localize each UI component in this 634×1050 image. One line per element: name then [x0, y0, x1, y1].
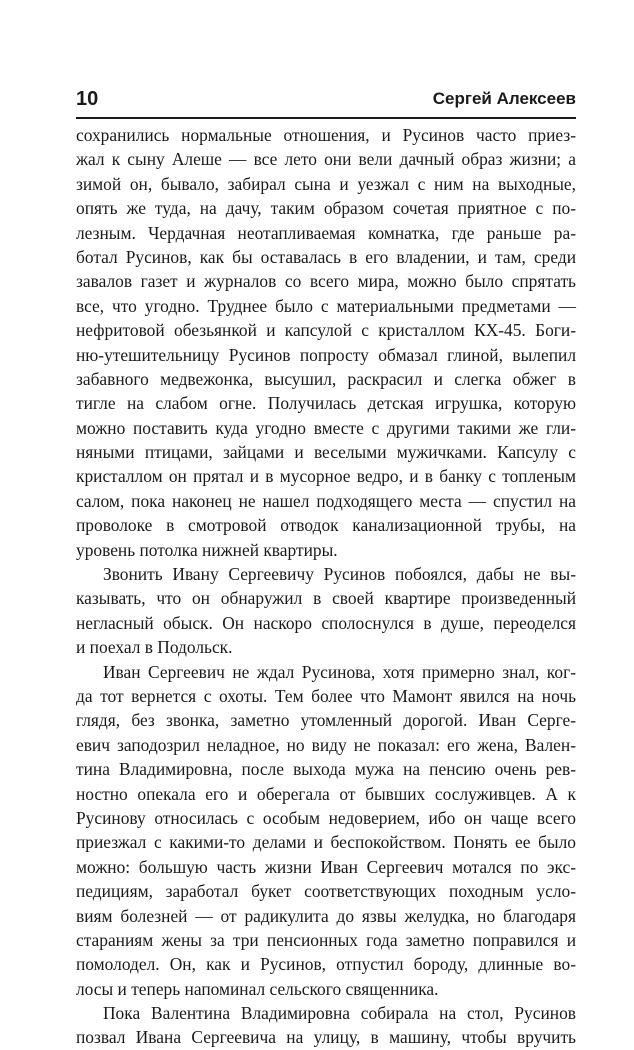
text-line: казывать, что он обнаружил в своей квартире произведенный — [76, 588, 576, 609]
running-head-author: Сергей Алексеев — [432, 89, 576, 108]
text-line: помолодел. Он, как и Русинов, отпустил бороду, длинные во- — [76, 954, 576, 975]
paragraph-first-line: Иван Сергеевич не ждал Русинова, хотя примерно знал, ког- — [103, 661, 576, 682]
header-rule — [76, 117, 576, 119]
text-line: нефритовой обезьянкой и капсулой с кристаллом КХ-45. Боги- — [76, 320, 576, 341]
paragraph-first-line: Звонить Ивану Сергеевичу Русинов побоялся, дабы не вы- — [103, 564, 576, 585]
text-line: да тот вернется с охоты. Тем более что Мамонт явился на ночь — [76, 685, 576, 706]
text-line: можно поставить куда угодно вместе с другими такими же гли- — [76, 417, 576, 438]
text-line: проволоке в смотровой отводок канализационной трубы, на — [76, 515, 576, 536]
text-line: тигле на слабом огне. Получилась детская игрушка, которую — [76, 393, 576, 414]
text-line: евич заподозрил неладное, но виду не показал: его жена, Вален- — [76, 734, 576, 755]
text-line: приезжал с какими-то делами и беспокойством. Понять ее было — [76, 832, 576, 853]
text-line: можно: большую часть жизни Иван Сергеевич мотался по экс- — [76, 856, 576, 877]
text-line: все, что угодно. Труднее было с материальными предметами — — [76, 295, 576, 316]
text-line: ностно опекала его и оберегала от бывших сослуживцев. А к — [76, 783, 576, 804]
text-line: позвал Ивана Сергеевича на улицу, в машину, чтобы вручить — [76, 1027, 576, 1048]
text-line: стараниям жены за три пенсионных года заметно поправился и — [76, 929, 576, 950]
text-line: лосы и теперь напоминал сельского священника. — [76, 978, 439, 999]
text-line: ботал Русинов, как бы оставалась в его владении, и там, среди — [76, 246, 576, 267]
text-line: няными птицами, зайцами и веселыми мужичками. Капсулу с — [76, 442, 576, 463]
text-line: лезным. Чердачная неотапливаемая комнатка, где раньше ра- — [76, 222, 576, 243]
text-line: опять же туда, на дачу, таким образом сочетая приятное с по- — [76, 198, 576, 219]
text-line: негласный обыск. Он наскоро сполоснулся в душе, переоделся — [76, 612, 576, 633]
text-line: глядя, без звонка, заметно утомленный дорогой. Иван Серге- — [76, 710, 576, 731]
text-line: тина Владимировна, после выхода мужа на пенсию очень рев- — [76, 759, 576, 780]
paragraph-first-line: Пока Валентина Владимировна собирала на стол, Русинов — [103, 1003, 576, 1024]
body-text — [76, 123, 576, 1050]
page-header — [76, 86, 576, 112]
text-line: Русинову относилась с особым недоверием, ибо он чаще всего — [76, 807, 576, 828]
text-line: уровень потолка нижней квартиры. — [76, 539, 338, 560]
text-line: забавного медвежонка, высушил, раскрасил и слегка обжег в — [76, 368, 576, 389]
text-line: кристаллом он прятал и в мусорное ведро, и в банку с топленым — [76, 466, 576, 487]
text-line: ню-утешительницу Русинов попросту обмазал глиной, вылепил — [76, 344, 576, 365]
text-line: и поехал в Подольск. — [76, 637, 233, 658]
page-number: 10 — [76, 88, 99, 110]
text-line: педициям, заработал букет соответствующих походным усло- — [76, 881, 576, 902]
text-line: сохранились нормальные отношения, и Русинов часто приез- — [76, 125, 576, 145]
text-line: салом, пока наконец не нашел подходящего места — спустил на — [76, 490, 576, 511]
text-line: виям болезней — от радикулита до язвы желудка, но благодаря — [76, 905, 576, 926]
text-line: завалов газет и журналов со всего мира, можно было спрятать — [76, 271, 576, 292]
text-line: зимой он, бывало, забирал сына и уезжал с ним на выходные, — [76, 173, 576, 194]
text-line: жал к сыну Алеше — все лето они вели дачный образ жизни; а — [76, 149, 576, 170]
